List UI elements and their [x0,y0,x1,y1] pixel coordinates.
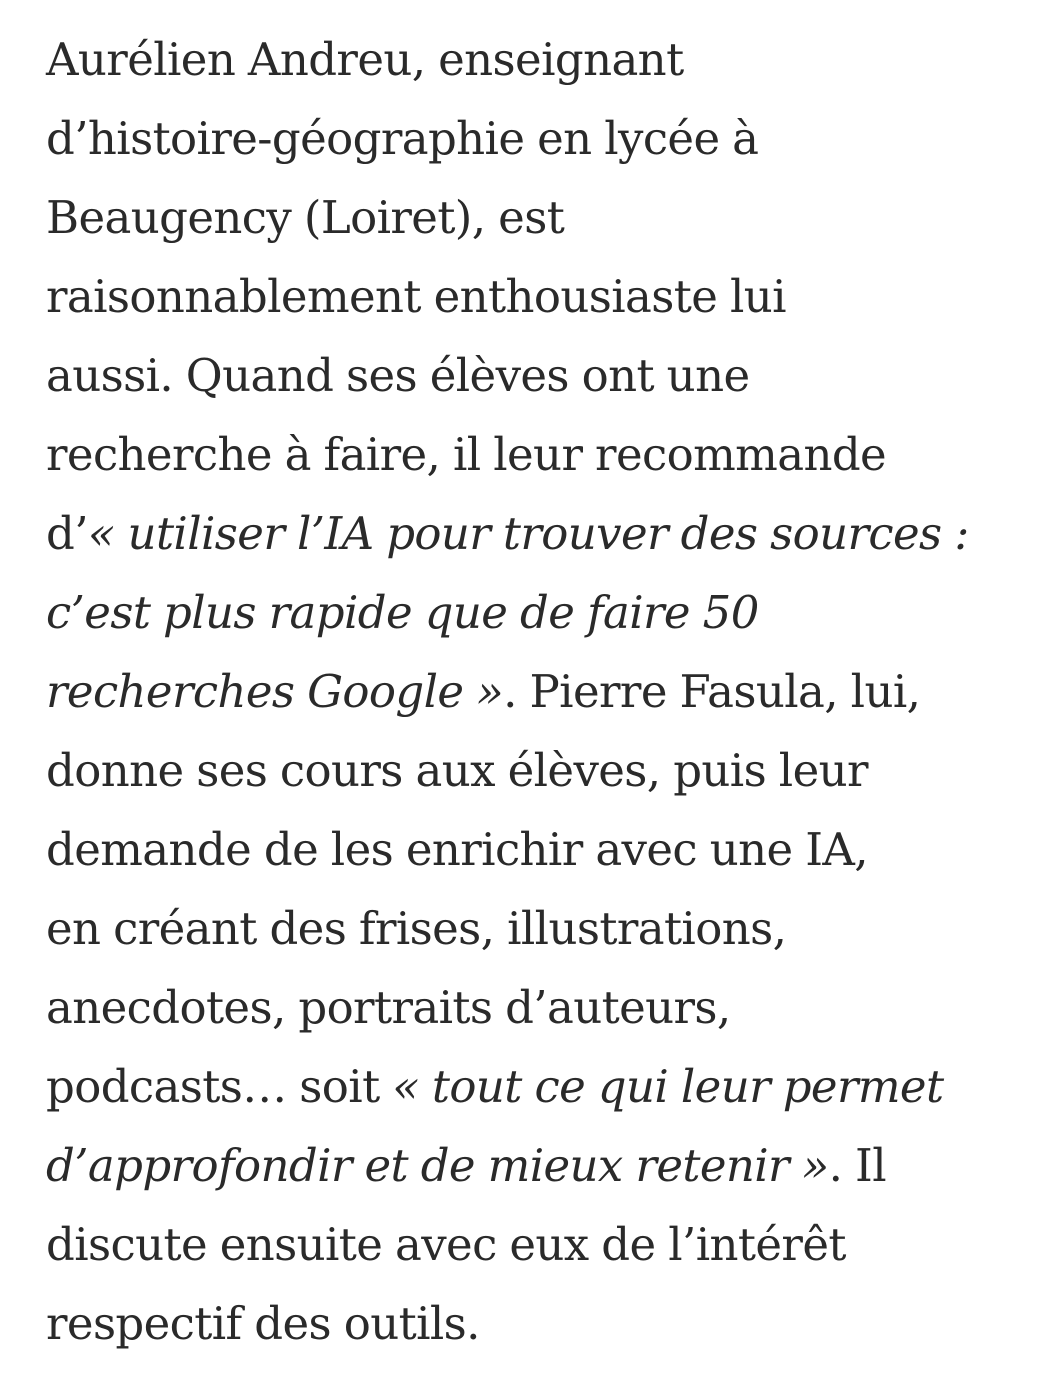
quoted-text: c’est plus rapide que de faire 50 [46,586,759,639]
paragraph-line [46,257,1036,336]
body-text: discute ensuite avec eux de l’intérêt [46,1218,846,1271]
paragraph-line [46,652,1036,731]
body-text: d’histoire-géographie en lycée à [46,112,759,165]
body-text: en créant des frises, illustrations, [46,902,787,955]
body-text: respectif des outils. [46,1297,480,1350]
body-text: demande de les enrichir avec une IA, [46,823,868,876]
paragraph-line [46,1205,1036,1284]
body-text: podcasts… soit [46,1060,393,1113]
paragraph-line [46,573,1036,652]
paragraph-line [46,178,1036,257]
body-text: donne ses cours aux élèves, puis leur [46,744,868,797]
body-text: . Pierre Fasula, lui, [503,665,921,718]
paragraph-line [46,99,1036,178]
quoted-text: « utiliser l’IA pour trouver des sources : [87,507,969,560]
paragraph-line [46,1047,1036,1126]
body-text: . Il [828,1139,886,1192]
paragraph-line [46,810,1036,889]
paragraph-line [46,1126,1036,1205]
paragraph-line [46,1284,1036,1363]
paragraph-line [46,494,1036,573]
body-text: anecdotes, portraits d’auteurs, [46,981,731,1034]
quoted-text: recherches Google » [46,665,504,718]
paragraph-line [46,731,1036,810]
body-text: recherche à faire, il leur recommande [46,428,887,481]
body-text: raisonnablement enthousiaste lui [46,270,786,323]
paragraph-line [46,336,1036,415]
body-text: Aurélien Andreu, enseignant [46,33,684,86]
article-paragraph [46,20,1036,1363]
paragraph-line [46,20,1036,99]
paragraph-line [46,889,1036,968]
paragraph-line [46,968,1036,1047]
body-text: aussi. Quand ses élèves ont une [46,349,750,402]
quoted-text: « tout ce qui leur permet [392,1060,944,1113]
body-text: Beaugency (Loiret), est [46,191,565,244]
paragraph-line [46,415,1036,494]
quoted-text: d’approfondir et de mieux retenir » [46,1139,829,1192]
body-text: d’ [46,507,88,560]
